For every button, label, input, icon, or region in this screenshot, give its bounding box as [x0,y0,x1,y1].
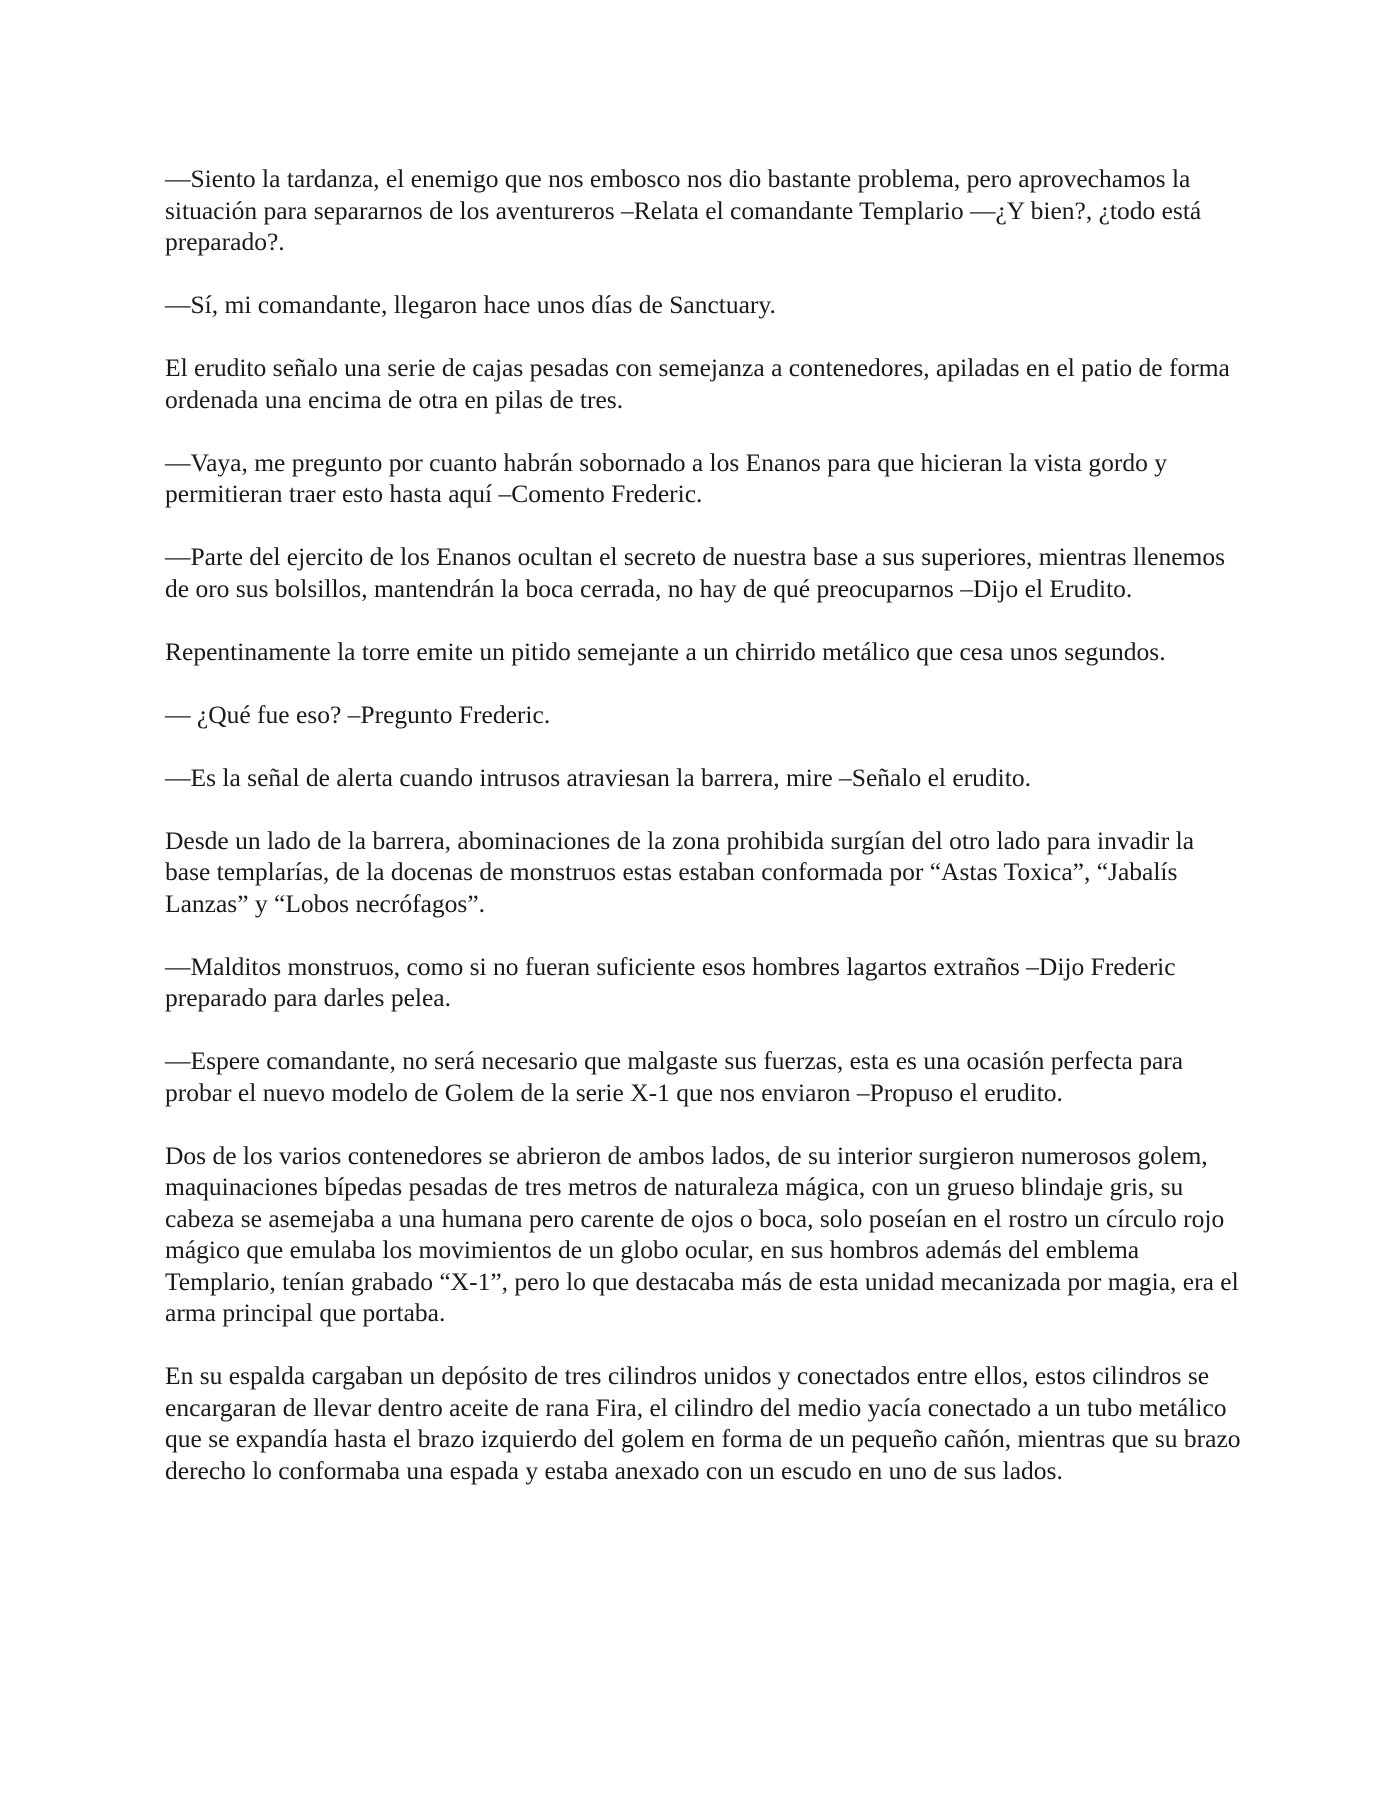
paragraph: Repentinamente la torre emite un pitido semejante a un chirrido metálico que cesa unos segundos. [165,636,1166,666]
paragraph: En su espalda cargaban un depósito de tres cilindros unidos y conectados entre ellos, estos cilindros se encargaran de llevar dentro aceite de rana Fira, el cilindro del medio yacía conectado a un tubo metálico que se expandía hasta el brazo izquierdo del golem en forma de un pequeño cañón, mientras que su brazo derecho lo conformaba una espada y estaba anexado con un escudo en uno de sus lados. [165,1361,1241,1485]
document-body [165,163,1245,1518]
paragraph: —Espere comandante, no será necesario que malgaste sus fuerzas, esta es una ocasión perfecta para probar el nuevo modelo de Golem de la serie X-1 que nos enviaron –Propuso el erudito. [165,1046,1184,1107]
paragraph: —Malditos monstruos, como si no fueran suficiente esos hombres lagartos extraños –Dijo Frederic preparado para darles pelea. [165,951,1176,1012]
paragraph: —Vaya, me pregunto por cuanto habrán sobornado a los Enanos para que hicieran la vista gordo y permitieran traer esto hasta aquí –Comento Frederic. [165,447,1167,508]
paragraph: —Parte del ejercito de los Enanos ocultan el secreto de nuestra base a sus superiores, mientras llenemos de oro sus bolsillos, mantendrán la boca cerrada, no hay de qué preocuparnos –Dijo el Erudito. [165,542,1226,603]
paragraph: Desde un lado de la barrera, abominaciones de la zona prohibida surgían del otro lado para invadir la base templarías, de la docenas de monstruos estas estaban conformada por “Astas Toxica”, “Jabalís Lanzas” y “Lobos necrófagos”. [165,825,1195,918]
paragraph: — ¿Qué fue eso? –Pregunto Frederic. [165,699,551,729]
paragraph: El erudito señalo una serie de cajas pesadas con semejanza a contenedores, apiladas en el patio de forma ordenada una encima de otra en pilas de tres. [165,353,1230,414]
paragraph: —Sí, mi comandante, llegaron hace unos días de Sanctuary. [165,290,776,319]
paragraph: —Siento la tardanza, el enemigo que nos embosco nos dio bastante problema, pero aprovechamos la situación para separarnos de los aventureros –Relata el comandante Templario —¿Y bien?, ¿todo está preparado?. [165,164,1202,256]
paragraph: —Es la señal de alerta cuando intrusos atraviesan la barrera, mire –Señalo el erudito. [165,762,1031,792]
paragraph: Dos de los varios contenedores se abrieron de ambos lados, de su interior surgieron numerosos golem, maquinaciones bípedas pesadas de tres metros de naturaleza mágica, con un grueso blindaje gris, su cabeza se asemejaba a una humana pero carente de ojos o boca, solo poseían en el rostro un círculo rojo mágico que emulaba los movimientos de un globo ocular, en sus hombros además del emblema Templario, tenían grabado “X-1”, pero lo que destacaba más de esta unidad mecanizada por magia, era el arma principal que portaba. [165,1140,1239,1327]
